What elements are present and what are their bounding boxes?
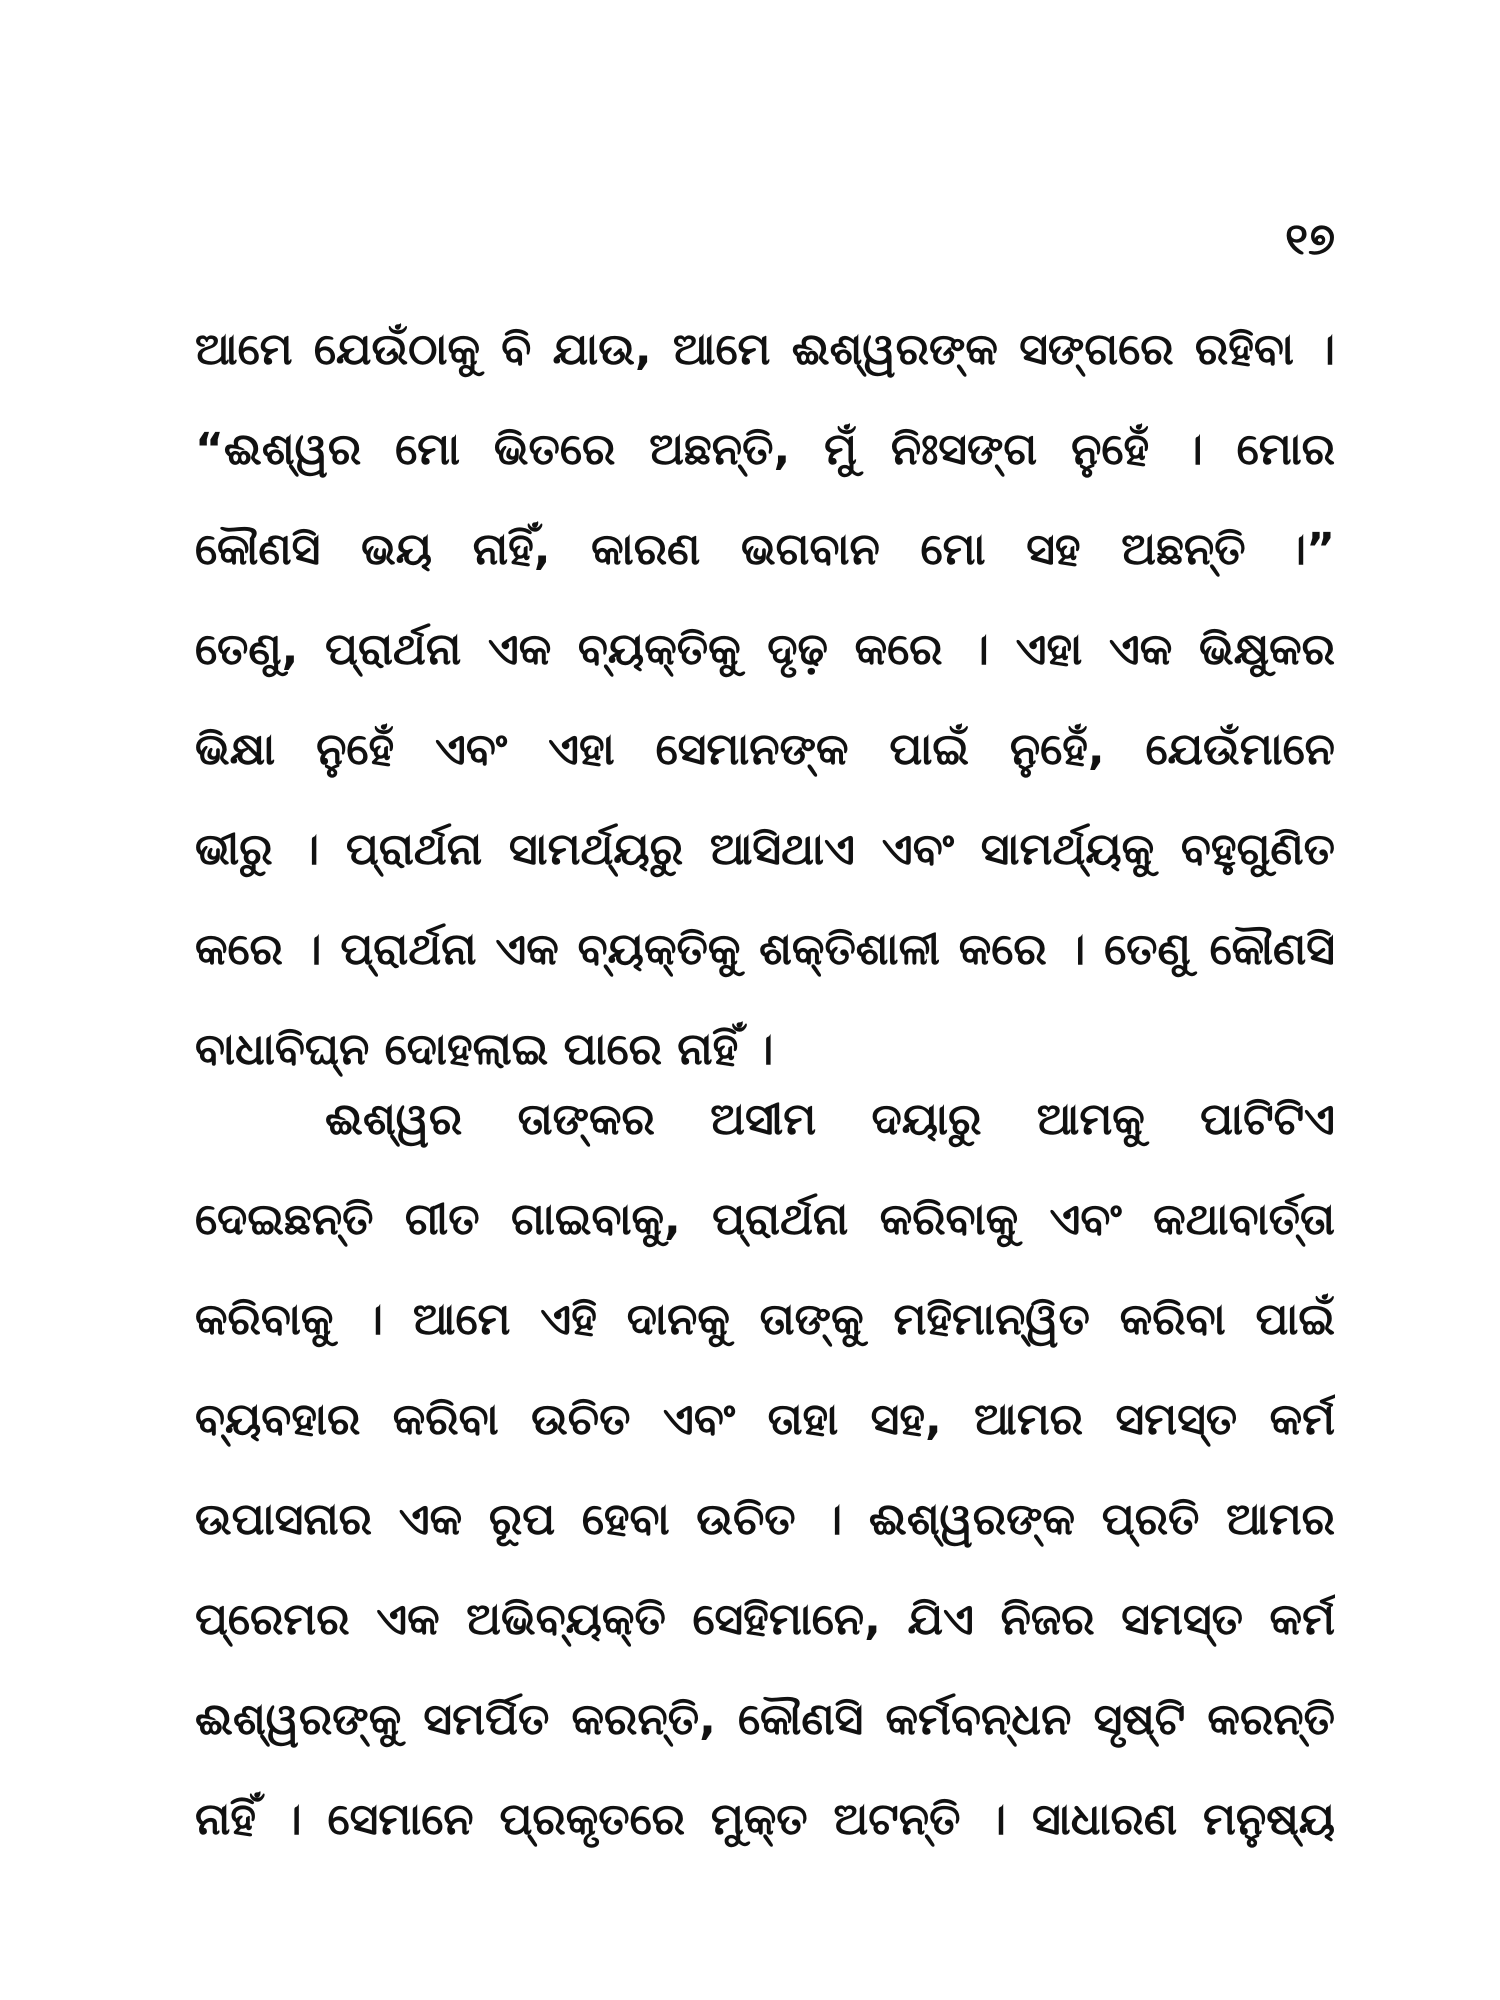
- text-line: କରିବାକୁ । ଆମେ ଏହି ଦାନକୁ ତାଙ୍କୁ ମହିମାନ୍ୱିତ କରିବା ପାଇଁ: [195, 1294, 1335, 1345]
- text-line: ଦେଇଛନ୍ତି ଗୀତ ଗାଇବାକୁ, ପ୍ରାର୍ଥନା କରିବାକୁ ଏବଂ କଥାବାର୍ତ୍ତା: [195, 1194, 1335, 1245]
- text-line: ବ୍ୟବହାର କରିବା ଉଚିତ ଏବଂ ତାହା ସହ, ଆମର ସମସ୍ତ କର୍ମ: [195, 1394, 1335, 1445]
- text-line: ନାହିଁ । ସେମାନେ ପ୍ରକୃତରେ ମୁକ୍ତ ଅଟନ୍ତି । ସାଧାରଣ ମନୁଷ୍ୟ: [195, 1794, 1335, 1845]
- text-line: “ଈଶ୍ୱର ମୋ ଭିତରେ ଅଛନ୍ତି, ମୁଁ ନିଃସଙ୍ଗ ନୁହେଁ । ମୋର: [195, 424, 1335, 475]
- text-line: ଆମେ ଯେଉଁଠାକୁ ବି ଯାଉ, ଆମେ ଈଶ୍ୱରଙ୍କ ସଙ୍ଗରେ ରହିବା ।: [195, 324, 1335, 375]
- text-line: ଈଶ୍ୱର ତାଙ୍କର ଅସୀମ ଦୟାରୁ ଆମକୁ ପାଟିଟିଏ: [325, 1094, 1335, 1145]
- text-line: ଭୀରୁ । ପ୍ରାର୍ଥନା ସାମର୍ଥ୍ୟରୁ ଆସିଥାଏ ଏବଂ ସାମର୍ଥ୍ୟକୁ ବହୁଗୁଣିତ: [195, 824, 1335, 875]
- text-line: ଭିକ୍ଷା ନୁହେଁ ଏବଂ ଏହା ସେମାନଙ୍କ ପାଇଁ ନୁହେଁ, ଯେଉଁମାନେ: [195, 724, 1335, 775]
- paragraph-2: [195, 1070, 1335, 1870]
- text-line: କୌଣସି ଭୟ ନାହିଁ, କାରଣ ଭଗବାନ ମୋ ସହ ଅଛନ୍ତି ।”: [195, 524, 1335, 575]
- text-line: ତେଣୁ, ପ୍ରାର୍ଥନା ଏକ ବ୍ୟକ୍ତିକୁ ଦୃଢ଼ କରେ । ଏହା ଏକ ଭିକ୍ଷୁକର: [195, 624, 1335, 675]
- page-number: ୧୭: [1285, 214, 1335, 265]
- paragraph-1: [195, 300, 1335, 1100]
- text-line: ପ୍ରେମର ଏକ ଅଭିବ୍ୟକ୍ତି ସେହିମାନେ, ଯିଏ ନିଜର ସମସ୍ତ କର୍ମ: [195, 1594, 1335, 1645]
- text-line: ଉପାସନାର ଏକ ରୂପ ହେବା ଉଚିତ । ଈଶ୍ୱରଙ୍କ ପ୍ରତି ଆମର: [195, 1494, 1335, 1545]
- text-line: ବାଧାବିଘ୍ନ ଦୋହଲାଇ ପାରେ ନାହିଁ ।: [195, 1024, 774, 1075]
- text-line: କରେ । ପ୍ରାର୍ଥନା ଏକ ବ୍ୟକ୍ତିକୁ ଶକ୍ତିଶାଳୀ କରେ । ତେଣୁ କୌଣସି: [195, 924, 1335, 975]
- text-line: ଈଶ୍ୱରଙ୍କୁ ସମର୍ପିତ କରନ୍ତି, କୌଣସି କର୍ମବନ୍ଧନ ସୃଷ୍ଟି କରନ୍ତି: [195, 1694, 1335, 1745]
